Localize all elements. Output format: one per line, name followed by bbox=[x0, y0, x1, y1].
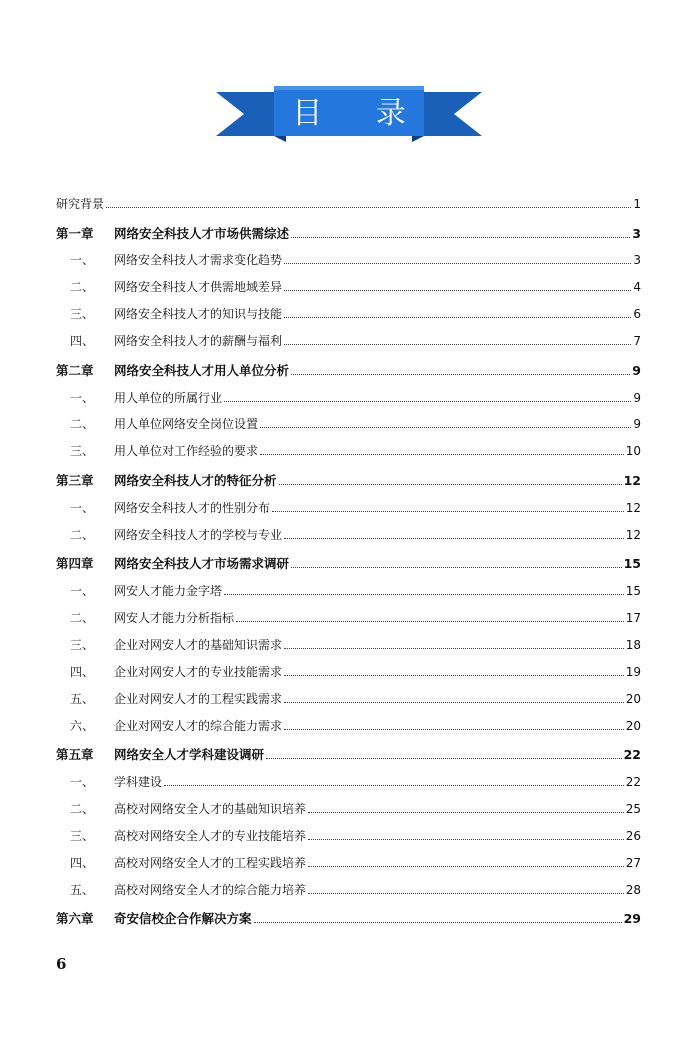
toc-entry-label: 网络安全科技人才用人单位分析 bbox=[114, 362, 290, 378]
toc-entry-page: 12 bbox=[625, 500, 641, 515]
toc-entry-label: 网络安全科技人才市场需求调研 bbox=[114, 556, 290, 572]
toc-entry-page: 9 bbox=[633, 417, 641, 432]
dot-leader bbox=[284, 701, 624, 703]
dot-leader bbox=[284, 537, 624, 539]
toc-title: 目 录 bbox=[292, 96, 428, 131]
dot-leader bbox=[308, 865, 624, 867]
toc-entry-number: 一、 bbox=[70, 390, 95, 405]
toc-entry-label: 网络安全科技人才供需地域差异 bbox=[114, 280, 283, 295]
toc-entry-label: 企业对网安人才的专业技能需求 bbox=[114, 664, 283, 679]
toc-entry-label: 高校对网络安全人才的工程实践培养 bbox=[114, 855, 307, 870]
toc-entry-number: 第二章 bbox=[56, 362, 94, 378]
toc-entry-label: 网络安全科技人才的知识与技能 bbox=[114, 307, 283, 322]
toc-section-row[interactable] bbox=[56, 527, 641, 543]
toc-entry-page: 15 bbox=[623, 556, 641, 572]
toc-entry-number: 第五章 bbox=[56, 747, 94, 762]
toc-entry-page: 22 bbox=[623, 747, 641, 762]
toc-entry-number: 二、 bbox=[70, 610, 95, 625]
toc-entry-page: 10 bbox=[625, 444, 641, 459]
toc-entry-page: 9 bbox=[632, 362, 641, 378]
dot-leader bbox=[224, 400, 631, 402]
page-number: 6 bbox=[56, 955, 67, 973]
toc-entry-label: 用人单位的所属行业 bbox=[114, 390, 223, 405]
dot-leader bbox=[272, 510, 624, 512]
dot-leader bbox=[291, 373, 630, 375]
toc-entry-label: 网络安全科技人才的性别分布 bbox=[114, 500, 271, 515]
dot-leader bbox=[254, 921, 622, 923]
dot-leader bbox=[284, 647, 624, 649]
toc-section-row[interactable] bbox=[56, 664, 641, 680]
dot-leader bbox=[308, 892, 624, 894]
toc-entry-number: 一、 bbox=[70, 500, 95, 515]
toc-entry-page: 19 bbox=[625, 664, 641, 679]
dot-leader bbox=[284, 728, 624, 730]
dot-leader bbox=[284, 289, 631, 291]
toc-section-row[interactable] bbox=[56, 279, 641, 295]
toc-entry-page: 26 bbox=[625, 828, 641, 843]
toc-chapter-row[interactable] bbox=[56, 747, 641, 763]
dot-leader bbox=[236, 620, 624, 622]
toc-entry-label: 网络安全科技人才的特征分析 bbox=[114, 472, 277, 488]
toc-entry-page: 3 bbox=[632, 225, 641, 241]
toc-entry-page: 25 bbox=[625, 801, 641, 816]
dot-leader bbox=[308, 838, 624, 840]
toc-entry-page: 4 bbox=[633, 280, 641, 295]
toc-entry-label: 高校对网络安全人才的专业技能培养 bbox=[114, 828, 307, 843]
toc-entry-number: 四、 bbox=[70, 855, 95, 870]
toc-entry-label: 学科建设 bbox=[114, 774, 163, 789]
toc-entry-number: 六、 bbox=[70, 718, 95, 733]
toc-entry-number: 三、 bbox=[70, 828, 95, 843]
toc-chapter-row[interactable] bbox=[56, 363, 641, 379]
toc-entry-label: 企业对网安人才的综合能力需求 bbox=[114, 718, 283, 733]
toc-section-row[interactable] bbox=[56, 828, 641, 844]
dot-leader bbox=[266, 757, 622, 759]
toc-entry-number: 一、 bbox=[70, 774, 95, 789]
toc-section-row[interactable] bbox=[56, 583, 641, 599]
toc-entry-number: 三、 bbox=[70, 444, 95, 459]
toc-section-row[interactable] bbox=[56, 855, 641, 871]
toc-section-row[interactable] bbox=[56, 443, 641, 459]
toc-entry-page: 22 bbox=[625, 774, 641, 789]
toc-entry-page: 17 bbox=[625, 610, 641, 625]
toc-entry-label: 高校对网络安全人才的基础知识培养 bbox=[114, 801, 307, 816]
toc-entry-number: 三、 bbox=[70, 637, 95, 652]
dot-leader bbox=[279, 483, 622, 485]
title-banner bbox=[216, 86, 482, 142]
toc-entry-number: 五、 bbox=[70, 882, 95, 897]
toc-entry-label: 奇安信校企合作解决方案 bbox=[114, 911, 252, 926]
toc-entry-number: 三、 bbox=[70, 307, 95, 322]
toc-entry-number: 二、 bbox=[70, 527, 95, 542]
toc-entry-number: 第三章 bbox=[56, 472, 94, 488]
toc-entry-number: 五、 bbox=[70, 691, 95, 706]
toc-entry-page: 12 bbox=[623, 472, 641, 488]
toc-chapter-row[interactable] bbox=[56, 473, 641, 489]
toc-entry-number: 一、 bbox=[70, 584, 95, 598]
toc-entry-label: 企业对网安人才的工程实践需求 bbox=[114, 691, 283, 706]
toc-chapter-row[interactable] bbox=[56, 556, 641, 572]
toc-section-row[interactable] bbox=[56, 882, 641, 898]
dot-leader bbox=[284, 343, 631, 345]
toc-entry-page: 3 bbox=[633, 253, 641, 268]
toc-entry-page: 27 bbox=[625, 855, 641, 870]
toc-section-row[interactable] bbox=[56, 718, 641, 734]
dot-leader bbox=[260, 426, 631, 428]
toc-entry-page: 29 bbox=[623, 911, 641, 926]
toc-top-row[interactable] bbox=[56, 196, 641, 212]
dot-leader bbox=[224, 593, 624, 595]
dot-leader bbox=[284, 674, 624, 676]
toc-entry-number: 二、 bbox=[70, 801, 95, 816]
toc-entry-label: 用人单位对工作经验的要求 bbox=[114, 444, 259, 459]
dot-leader bbox=[291, 236, 630, 238]
toc-entry-number: 二、 bbox=[70, 280, 95, 295]
toc-entry-page: 12 bbox=[625, 527, 641, 542]
toc-section-row[interactable] bbox=[56, 416, 641, 432]
toc-entry-label: 网安人才能力分析指标 bbox=[114, 610, 235, 625]
toc-entry-page: 28 bbox=[625, 882, 641, 897]
toc-entry-label: 研究背景 bbox=[56, 197, 105, 211]
toc-chapter-row[interactable] bbox=[56, 226, 641, 242]
toc-section-row[interactable] bbox=[56, 306, 641, 322]
toc-entry-page: 18 bbox=[625, 637, 641, 652]
toc-entry-label: 网络安全科技人才市场供需综述 bbox=[114, 225, 290, 241]
toc-entry-page: 7 bbox=[633, 334, 641, 349]
toc-entry-page: 20 bbox=[625, 691, 641, 706]
dot-leader bbox=[164, 784, 624, 786]
dot-leader bbox=[260, 453, 624, 455]
toc-section-row[interactable] bbox=[56, 637, 641, 653]
dot-leader bbox=[106, 206, 631, 208]
toc-chapter-row[interactable] bbox=[56, 911, 641, 927]
toc-entry-number: 第四章 bbox=[56, 556, 94, 572]
toc-entry-label: 网络安全人才学科建设调研 bbox=[114, 747, 265, 762]
toc-entry-label: 网安人才能力金字塔 bbox=[114, 584, 223, 598]
toc-section-row[interactable] bbox=[56, 500, 641, 516]
toc-entry-number: 第六章 bbox=[56, 911, 94, 926]
toc-section-row[interactable] bbox=[56, 610, 641, 626]
toc-entry-page: 15 bbox=[625, 584, 641, 598]
toc-section-row[interactable] bbox=[56, 774, 641, 790]
toc-section-row[interactable] bbox=[56, 333, 641, 349]
dot-leader bbox=[284, 316, 631, 318]
toc-entry-number: 四、 bbox=[70, 334, 95, 349]
toc-section-row[interactable] bbox=[56, 252, 641, 268]
dot-leader bbox=[308, 811, 624, 813]
toc-entry-label: 网络安全科技人才的薪酬与福利 bbox=[114, 334, 283, 349]
toc-entry-page: 9 bbox=[633, 390, 641, 405]
toc-entry-number: 四、 bbox=[70, 664, 95, 679]
toc-entry-label: 用人单位网络安全岗位设置 bbox=[114, 417, 259, 432]
toc-entry-label: 企业对网安人才的基础知识需求 bbox=[114, 637, 283, 652]
toc-entry-number: 二、 bbox=[70, 417, 95, 432]
dot-leader bbox=[291, 566, 622, 568]
toc-entry-page: 20 bbox=[625, 718, 641, 733]
toc-section-row[interactable] bbox=[56, 801, 641, 817]
toc-entry-number: 一、 bbox=[70, 253, 95, 268]
toc-section-row[interactable] bbox=[56, 691, 641, 707]
toc-entry-page: 1 bbox=[633, 197, 641, 211]
toc-entry-page: 6 bbox=[633, 307, 641, 322]
toc-section-row[interactable] bbox=[56, 390, 641, 406]
toc-entry-label: 高校对网络安全人才的综合能力培养 bbox=[114, 882, 307, 897]
toc-entry-number: 第一章 bbox=[56, 225, 94, 241]
toc-entry-label: 网络安全科技人才需求变化趋势 bbox=[114, 253, 283, 268]
dot-leader bbox=[284, 262, 631, 264]
toc-entry-label: 网络安全科技人才的学校与专业 bbox=[114, 527, 283, 542]
